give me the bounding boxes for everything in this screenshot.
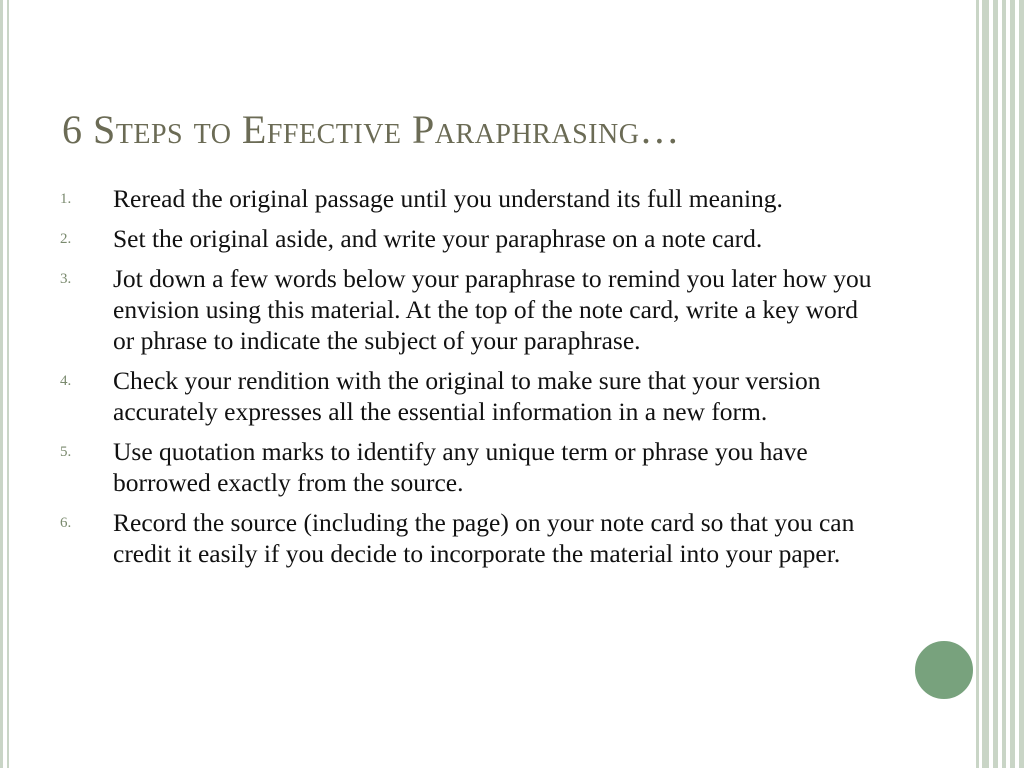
- step-number: 5.: [60, 444, 72, 460]
- right-border-stripe: [976, 0, 979, 768]
- step-text: Use quotation marks to identify any unique term or phrase you have borrowed exactly from the source.: [113, 437, 808, 497]
- steps-list: [60, 183, 880, 578]
- step-number: 6.: [60, 515, 72, 531]
- left-border-line: [0, 0, 3, 768]
- decorative-circle: [913, 639, 975, 701]
- step-number: 1.: [60, 191, 72, 207]
- right-border-stripe: [1002, 0, 1006, 768]
- right-border-stripe: [993, 0, 998, 768]
- step-text: Jot down a few words below your paraphrase to remind you later how you envision using this material. At the top of the note card, write a key word or phrase to indicate the subject of your paraphrase.: [113, 264, 872, 355]
- step-number: 4.: [60, 373, 72, 389]
- right-border-stripe: [1010, 0, 1015, 768]
- slide-title: 6 Steps to Effective Paraphrasing…: [62, 107, 680, 152]
- list-item: [60, 183, 880, 214]
- list-item: [60, 365, 880, 427]
- right-border-stripe: [1019, 0, 1024, 768]
- step-text: Record the source (including the page) on your note card so that you can credit it easily if you decide to incorporate the material into your paper.: [113, 508, 855, 568]
- list-item: [60, 223, 880, 254]
- step-text: Reread the original passage until you understand its full meaning.: [113, 184, 783, 213]
- list-item: [60, 263, 880, 356]
- list-item: [60, 436, 880, 498]
- step-number: 3.: [60, 271, 72, 287]
- left-border-line: [7, 0, 9, 768]
- step-number: 2.: [60, 231, 72, 247]
- step-text: Check your rendition with the original to make sure that your version accurately expresses all the essential information in a new form.: [113, 366, 821, 426]
- right-border-stripe: [982, 0, 989, 768]
- step-text: Set the original aside, and write your paraphrase on a note card.: [113, 224, 763, 253]
- list-item: [60, 507, 880, 569]
